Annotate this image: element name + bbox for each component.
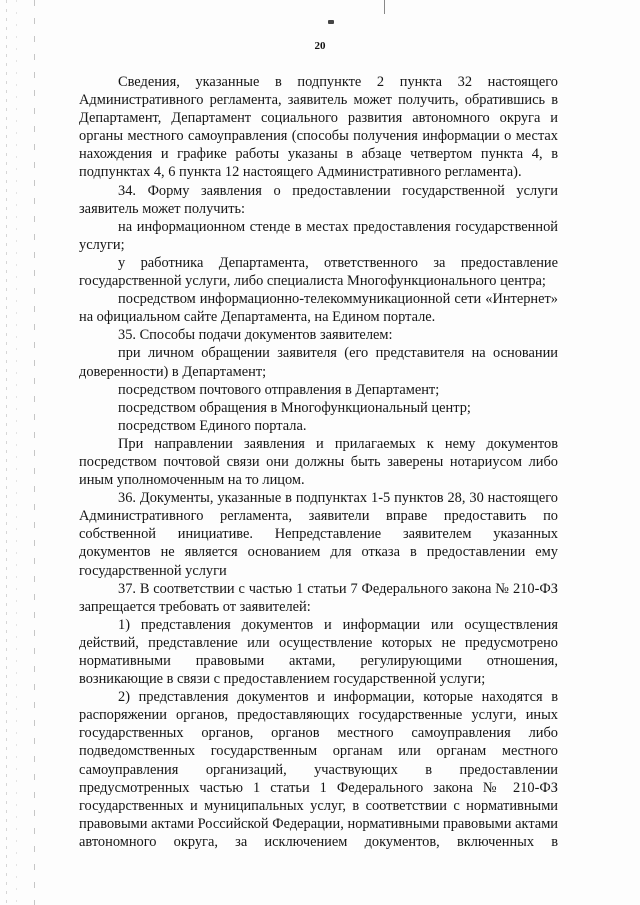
page-number: 20 xyxy=(314,40,326,52)
paragraph: 1) представления документов и информации или осуществления действий, представление или осуществление которых не предусмотрено нормативными правовыми актами, регулирующими отношения, возникающие в связи с предоставлением государственной услуги; xyxy=(79,616,558,688)
scan-dot-artifact xyxy=(328,20,334,24)
paragraph: при личном обращении заявителя (его представителя на основании доверенности) в Департамент; xyxy=(79,345,558,380)
paragraph: у работника Департамента, ответственного за предоставление государственной услуги, либо специалиста Многофункционального центра; xyxy=(79,254,558,290)
paragraph: 36. Документы, указанные в подпунктах 1-5 пунктов 28, 30 настоящего Административного регламента, заявители вправе предоставить по собственной инициативе. Непредставление заявителем указанных документов не является основанием для отказа в предоставлении ему государственной услуги xyxy=(79,490,558,579)
paragraph: 35. Способы подачи документов заявителем: xyxy=(118,327,393,344)
paragraph: посредством Единого портала. xyxy=(118,417,307,434)
paragraph: на информационном стенде в местах предоставления государственной услуги; xyxy=(79,218,558,253)
paragraph: При направлении заявления и прилагаемых к нему документов посредством почтовой связи они должны быть заверены нотариусом либо иным уполномоченным на то лицом. xyxy=(79,435,558,489)
paragraph: Сведения, указанные в подпункте 2 пункта 32 настоящего Административного регламента, заявитель может получить, обратившись в Департамент, Департамент социального развития автономного округа и органы местного самоуправления (способы получения информации о местах нахождения и графике работы указаны в абзаце четвертом пункта 4, в подпунктах 4, 6 пункта 12 настоящего Административного регламента). xyxy=(79,74,558,181)
paragraph: 34. Форму заявления о предоставлении государственной услуги заявитель может получить: xyxy=(79,182,558,217)
paragraph: 2) представления документов и информации, которые находятся в распоряжении органов, предоставляющих государственные услуги, иных государственных органов, органов местного самоуправления либо подведомственных государственным органам или органам местного самоуправления организаций, участвующих в предоставлении предусмотренных частью 1 статьи 1 Федерального закона № 210-ФЗ государственных и муниципальных услуг, в соответствии с нормативными правовыми актами Российской Федерации, нормативными правовыми актами автономного округа, за исключением документов, включенных в xyxy=(79,689,558,850)
paragraph: посредством обращения в Многофункциональный центр; xyxy=(118,399,471,416)
scan-line-artifact xyxy=(384,0,385,14)
scan-edge-artifact xyxy=(6,0,7,905)
paragraph: посредством информационно-телекоммуникационной сети «Интернет» на официальном сайте Департамента, на Едином портале. xyxy=(79,291,558,326)
paragraph: посредством почтового отправления в Департамент; xyxy=(118,381,440,398)
scan-edge-artifact xyxy=(34,0,35,905)
document-body xyxy=(79,73,558,851)
scan-edge-artifact xyxy=(16,0,17,905)
paragraph: 37. В соответствии с частью 1 статьи 7 Федерального закона № 210-ФЗ запрещается требовать от заявителей: xyxy=(79,580,558,615)
